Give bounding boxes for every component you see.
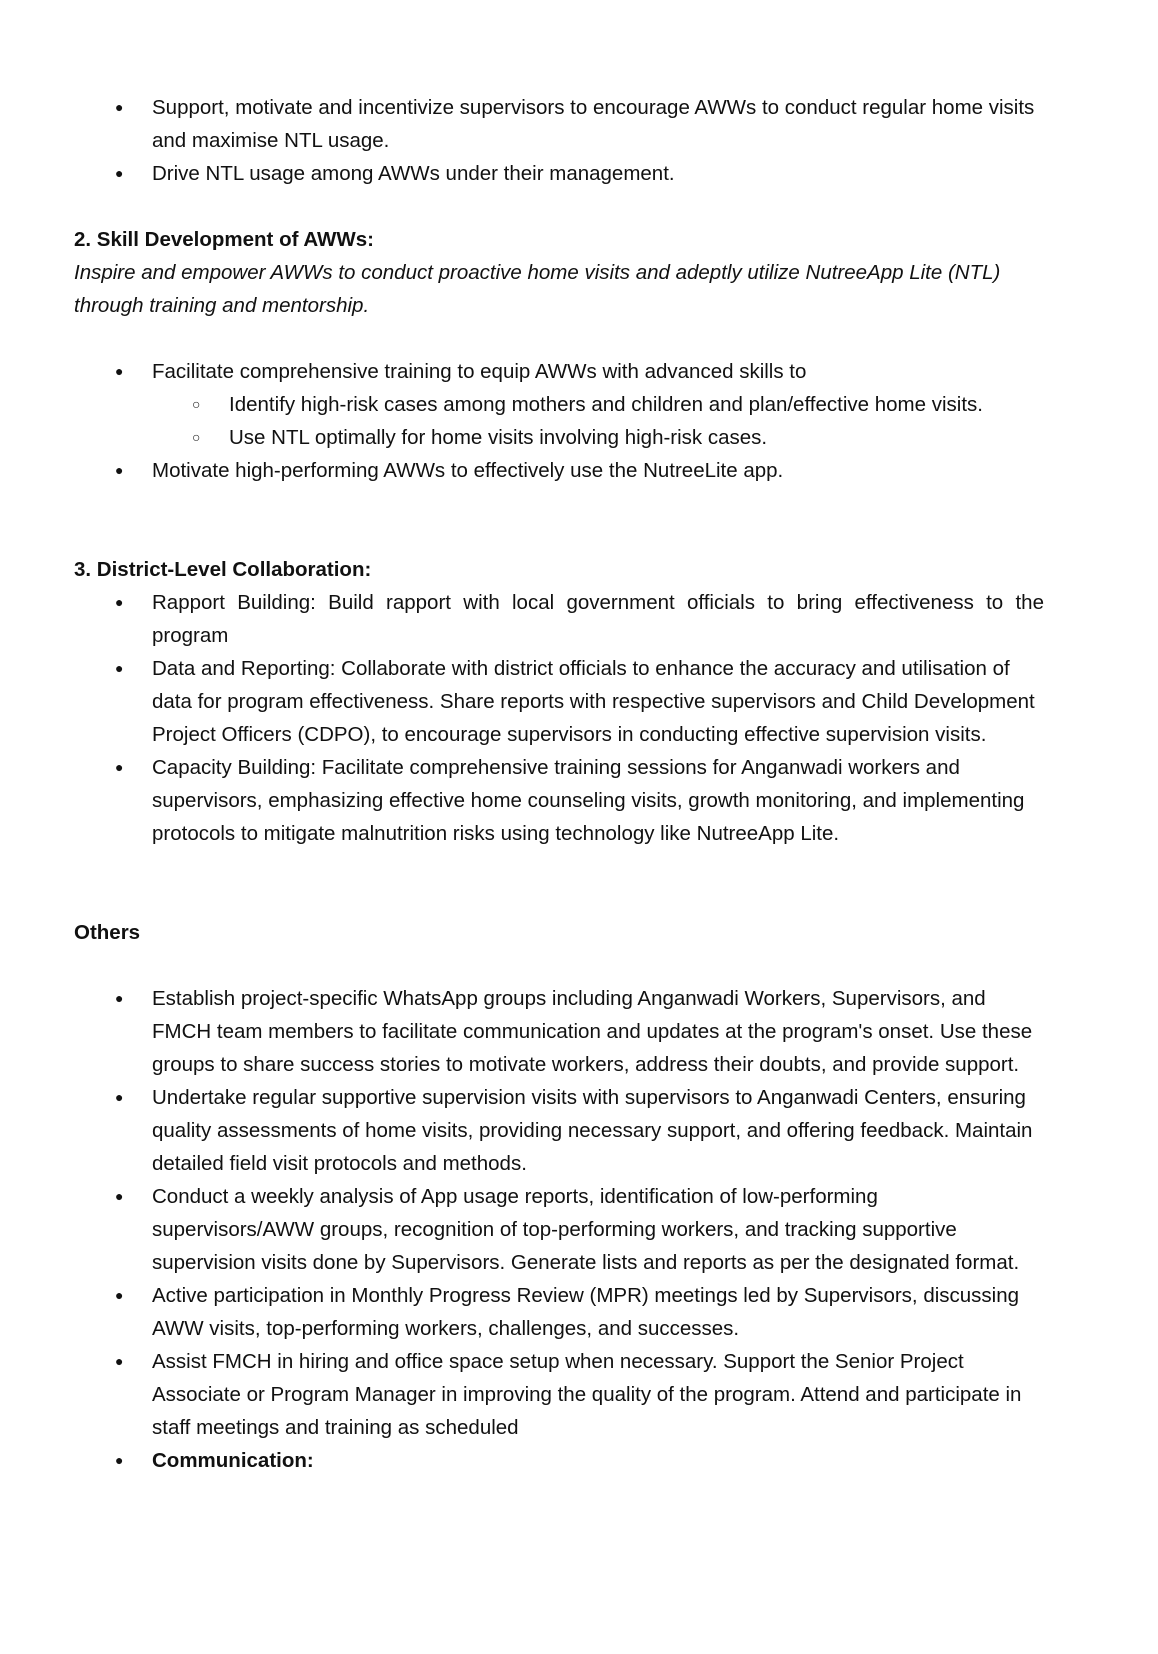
top-bullet-list	[74, 91, 1044, 190]
list-item-communication: ● Communication:	[152, 1444, 1044, 1477]
list-item: ● Capacity Building: Facilitate comprehensive training sessions for Anganwadi workers and supervisors, emphasizing effective home counseling visits, growth monitoring, and implementing protocols to mitigate malnutrition risks using technology like NutreeApp Lite.	[152, 751, 1044, 850]
spacer	[74, 322, 1044, 355]
list-item: ● Motivate high-performing AWWs to effectively use the NutreeLite app.	[152, 454, 1044, 487]
section-intro-skill-development: Inspire and empower AWWs to conduct proactive home visits and adeptly utilize NutreeApp Lite (NTL) through training and mentorship.	[74, 261, 1001, 317]
spacer	[74, 190, 1044, 223]
sub-list-item: ○ Identify high-risk cases among mothers and children and plan/effective home visits.	[229, 388, 1044, 421]
spacer	[74, 949, 1044, 982]
list-item: ● Establish project-specific WhatsApp groups including Anganwadi Workers, Supervisors, and FMCH team members to facilitate communication and updates at the program's onset. Use these groups to share success stories to motivate workers, address their doubts, and provide support.	[152, 982, 1044, 1081]
others-list	[74, 982, 1044, 1477]
list-item: ● Assist FMCH in hiring and office space setup when necessary. Support the Senior Project Associate or Program Manager in improving the quality of the program. Attend and participate in staff meetings and training as scheduled	[152, 1345, 1044, 1444]
list-item: ● Data and Reporting: Collaborate with district officials to enhance the accuracy and utilisation of data for program effectiveness. Share reports with respective supervisors and Child Development Project Officers (CDPO), to encourage supervisors in conducting effective supervision visits.	[152, 652, 1044, 751]
sub-list	[152, 388, 1044, 454]
list-item: ● Rapport Building: Build rapport with local government officials to bring effectiveness to the program	[152, 586, 1044, 652]
section-heading-district-collaboration: 3. District-Level Collaboration:	[74, 558, 372, 581]
list-item: ● Drive NTL usage among AWWs under their management.	[152, 157, 1044, 190]
list-item-text: Facilitate comprehensive training to equip AWWs with advanced skills to	[152, 360, 807, 383]
list-item	[152, 355, 1044, 454]
document-body	[74, 91, 1044, 1477]
list-item: ● Conduct a weekly analysis of App usage reports, identification of low-performing supervisors/AWW groups, recognition of top-performing workers, and tracking supportive supervision visits done by Supervisors. Generate lists and reports as per the designated format.	[152, 1180, 1044, 1279]
section-heading-skill-development: 2. Skill Development of AWWs:	[74, 228, 374, 251]
section-heading-others: Others	[74, 921, 141, 944]
spacer	[74, 487, 1044, 553]
spacer	[74, 850, 1044, 916]
list-item: ● Active participation in Monthly Progress Review (MPR) meetings led by Supervisors, discussing AWW visits, top-performing workers, challenges, and successes.	[152, 1279, 1044, 1345]
list-item: ● Support, motivate and incentivize supervisors to encourage AWWs to conduct regular home visits and maximise NTL usage.	[152, 91, 1044, 157]
district-collaboration-list	[74, 586, 1044, 850]
sub-list-item: ○ Use NTL optimally for home visits involving high-risk cases.	[229, 421, 1044, 454]
skill-development-list	[74, 355, 1044, 487]
list-item: ● Undertake regular supportive supervision visits with supervisors to Anganwadi Centers, ensuring quality assessments of home visits, providing necessary support, and offering feedback. Maintain detailed field visit protocols and methods.	[152, 1081, 1044, 1180]
